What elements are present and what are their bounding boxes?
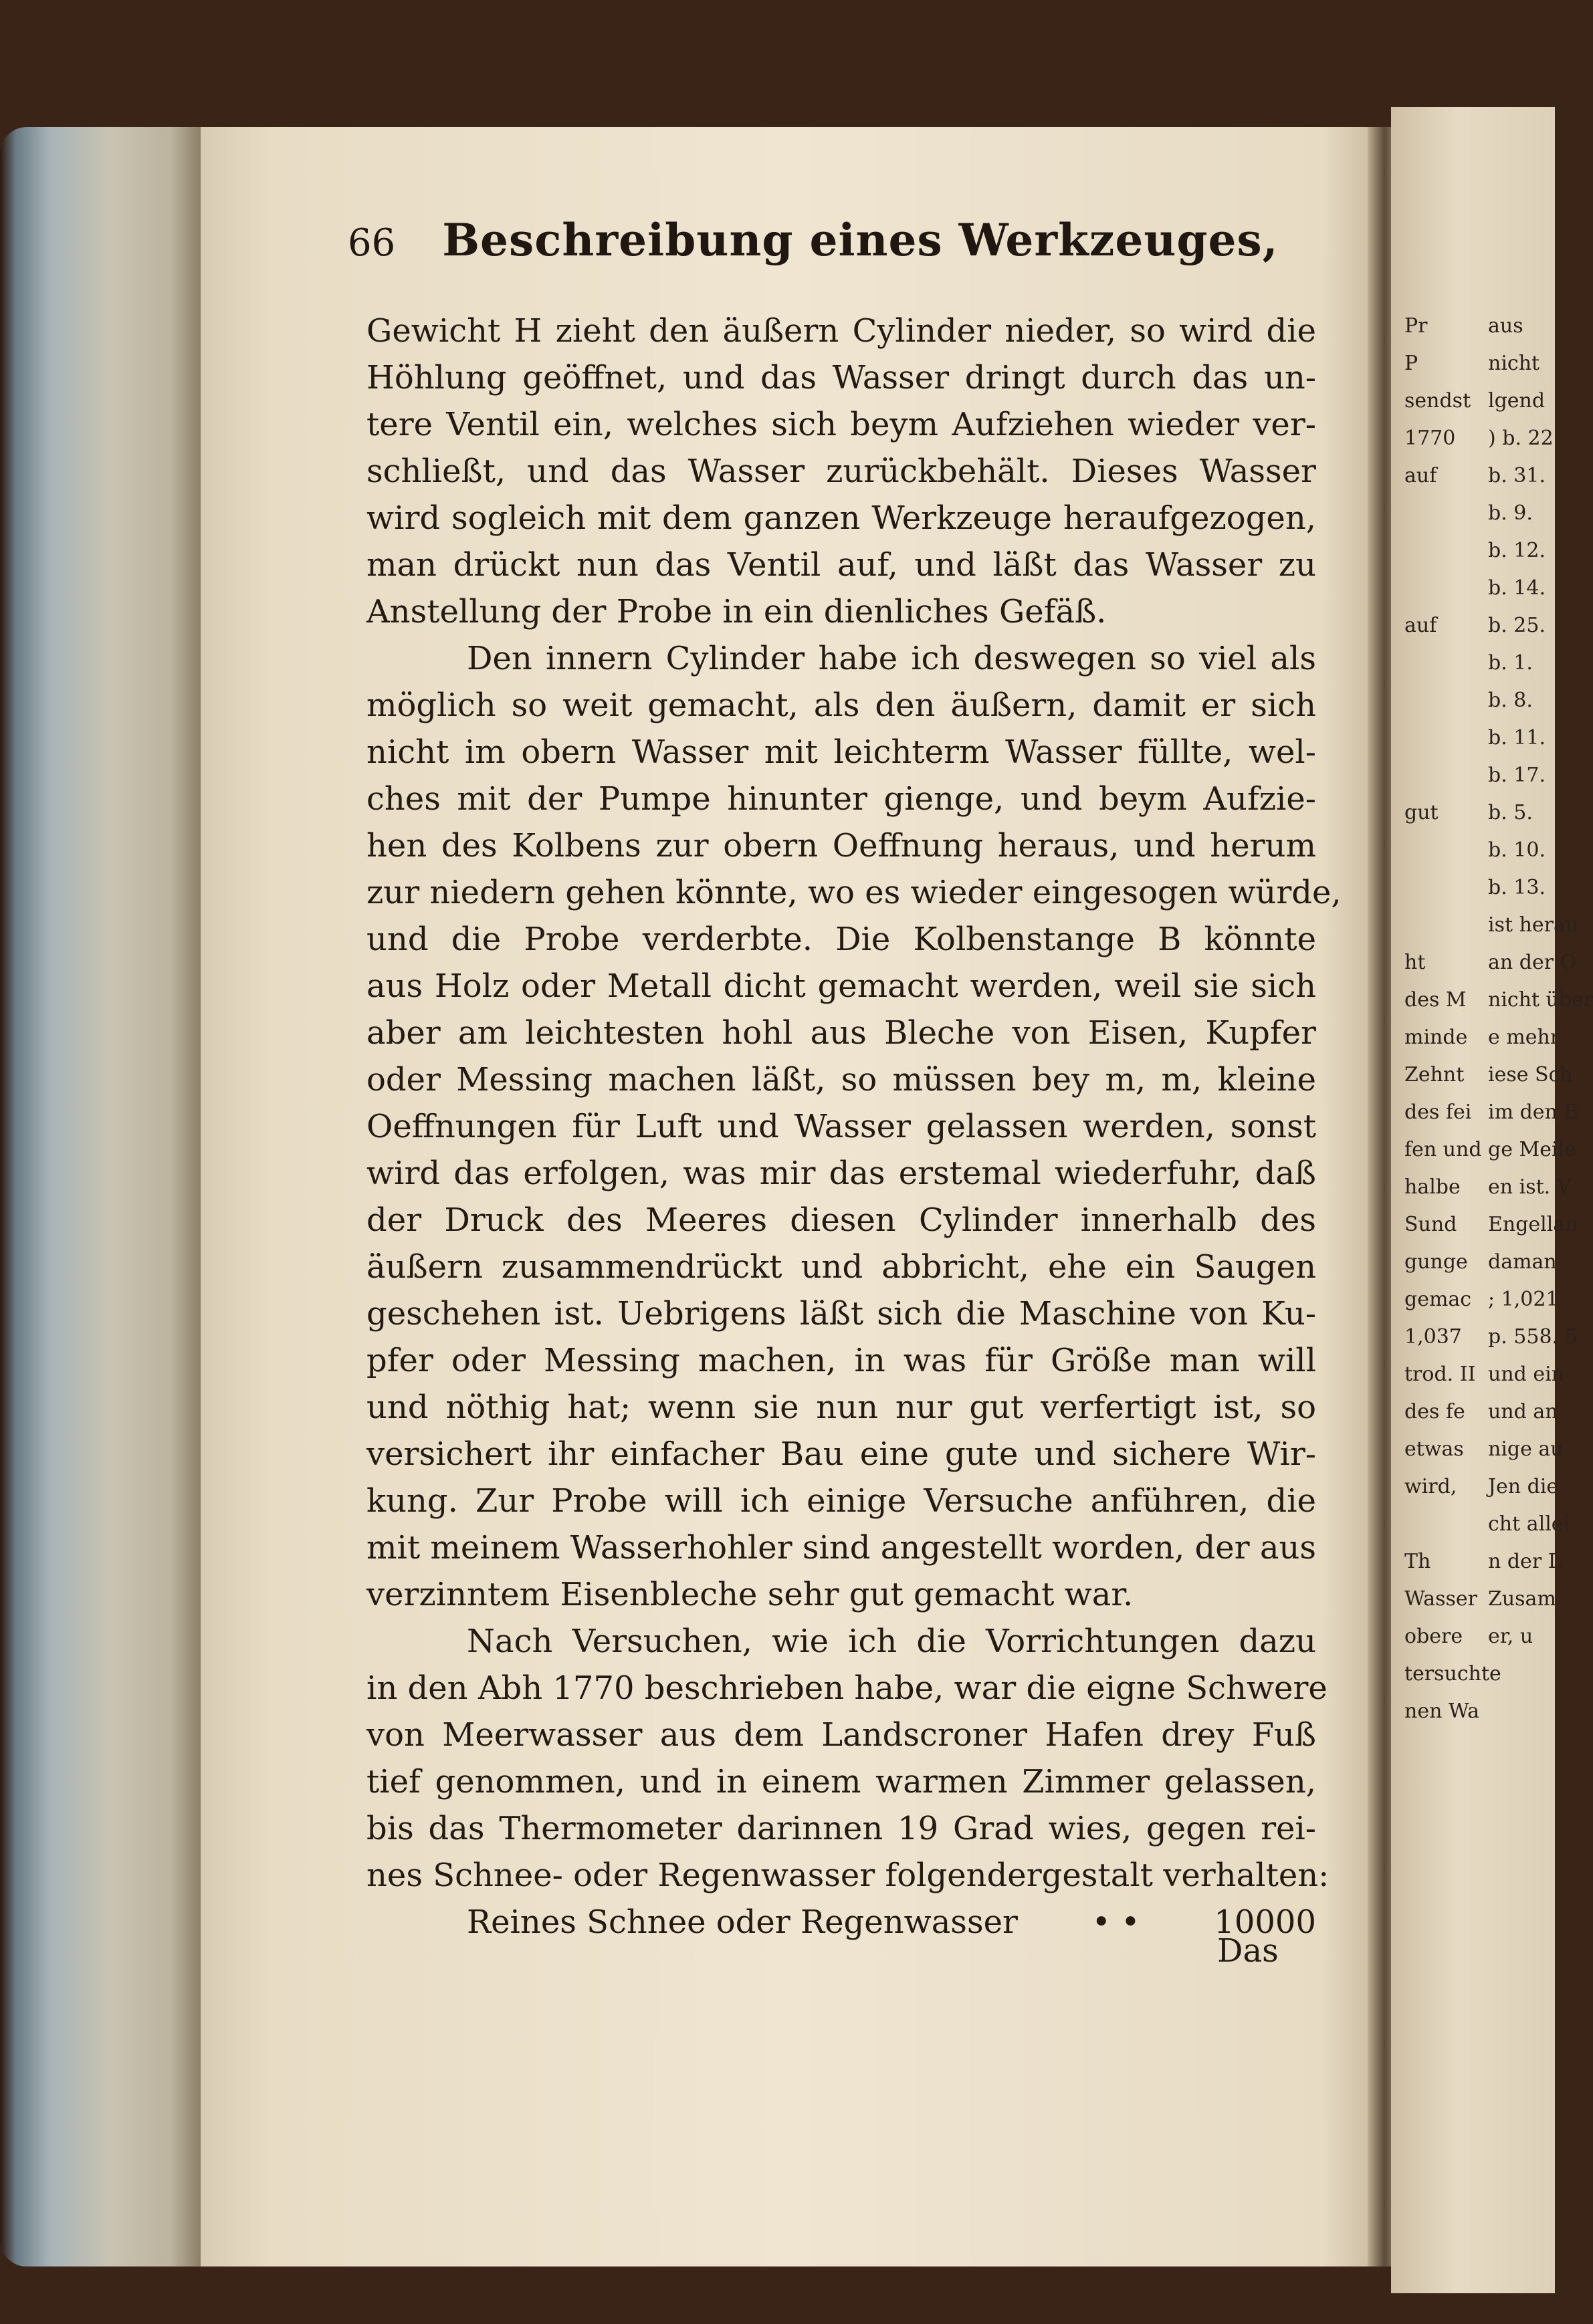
text-line: und nöthig hat; wenn sie nun nur gut verfertigt ist, so [366, 1389, 1316, 1426]
table-cell-dots: • • [1091, 1903, 1140, 1941]
right-page-fragment [1404, 719, 1485, 757]
right-page-partial [1391, 107, 1593, 2293]
right-page-fragment: im den E [1488, 1100, 1579, 1124]
right-page-fragment: tersuchte [1404, 1662, 1501, 1686]
right-page-fragment: ist herau [1488, 913, 1579, 937]
right-page-fragment [1404, 570, 1485, 607]
right-page-fragment: des M [1404, 988, 1467, 1012]
page-header [348, 214, 1317, 274]
text-line: Den innern Cylinder habe ich deswegen so viel als [467, 640, 1316, 677]
right-page-fragment: und an [1488, 1400, 1558, 1423]
text-line: aus Holz oder Metall dicht gemacht werden, weil sie sich [366, 967, 1316, 1005]
right-page-fragment: b. 17. [1488, 764, 1546, 787]
text-line: wird sogleich mit dem ganzen Werkzeuge heraufgezogen, [366, 499, 1316, 537]
right-page-fragment: ht [1404, 951, 1426, 974]
right-page-fragment: b. 12. [1488, 539, 1546, 562]
text-line: der Druck des Meeres diesen Cylinder innerhalb des [366, 1201, 1316, 1239]
right-page-fragment: obere [1404, 1625, 1463, 1648]
text-line: Anstellung der Probe in ein dienliches Gefäß. [366, 593, 1107, 630]
right-page-fragment: b. 14. [1488, 576, 1546, 600]
text-line: aber am leichtesten hohl aus Bleche von Eisen, Kupfer [366, 1014, 1316, 1052]
right-page-fragment [1404, 532, 1485, 570]
book-page-edges [0, 127, 201, 2267]
right-page-fragment: halbe [1404, 1175, 1461, 1199]
text-line: mit meinem Wasserhohler sind angestellt worden, der aus [366, 1529, 1316, 1566]
right-page-fragment: und ein [1488, 1363, 1565, 1386]
right-page-fragment: b. 1. [1488, 651, 1533, 675]
text-line: verzinntem Eisenbleche sehr gut gemacht war. [366, 1576, 1134, 1613]
right-page-fragment: Zusam [1488, 1587, 1556, 1611]
right-page-column-a [1404, 308, 1501, 1730]
text-line: Gewicht H zieht den äußern Cylinder nieder, so wird die [366, 312, 1316, 350]
right-page-fragment: an der O [1488, 951, 1577, 974]
right-page-fragment: b. 13. [1488, 876, 1546, 899]
right-page-fragment: lgend [1488, 389, 1546, 413]
right-page-fragment: ge Meile [1488, 1138, 1576, 1161]
right-page-fragment: er, u [1488, 1625, 1533, 1648]
right-page-fragment: b. 11. [1488, 726, 1546, 749]
right-page-fragment: nicht [1488, 352, 1540, 375]
text-line: Höhlung geöffnet, und das Wasser dringt durch das un- [366, 359, 1316, 396]
right-page-fragment: p. 558. 5 [1488, 1325, 1578, 1349]
page-number: 66 [348, 221, 396, 265]
text-line: ches mit der Pumpe hinunter gienge, und beym Aufzie- [366, 780, 1316, 818]
text-line: kung. Zur Probe will ich einige Versuche anführen, die [366, 1482, 1316, 1520]
right-page-fragment: e mehr [1488, 1026, 1560, 1049]
text-line: und die Probe verderbte. Die Kolbenstange B könnte [366, 921, 1316, 958]
text-line: hen des Kolbens zur obern Oeffnung heraus, und herum [366, 827, 1316, 864]
right-page-fragment: n der L [1488, 1550, 1562, 1573]
right-page-fragment: Jen die [1488, 1475, 1559, 1498]
right-page-fragment: trod. II [1404, 1363, 1476, 1386]
text-line: Nach Versuchen, wie ich die Vorrichtungen dazu [467, 1623, 1316, 1660]
right-page-fragment: b. 10. [1488, 838, 1546, 862]
table-row [366, 1899, 1316, 1946]
text-line: Oeffnungen für Luft und Wasser gelassen werden, sonst [366, 1108, 1316, 1145]
right-page-fragment: des fe [1404, 1400, 1465, 1423]
right-page-fragment [1404, 832, 1485, 869]
right-page-fragment: b. 9. [1488, 501, 1533, 525]
text-line: wird das erfolgen, was mir das erstemal wiederfuhr, daß [366, 1155, 1316, 1192]
right-page-fragment: Th [1404, 1550, 1431, 1573]
right-page-fragment: ; 1,021 [1488, 1288, 1559, 1311]
right-page-fragment: daman [1488, 1250, 1557, 1274]
right-page-fragment: Zehnt [1404, 1063, 1465, 1086]
text-line: zur niedern gehen könnte, wo es wieder eingesogen würde, [366, 874, 1342, 911]
right-page-fragment: des fei [1404, 1100, 1472, 1124]
right-page-fragment [1404, 907, 1485, 944]
right-page-fragment: Wasser [1404, 1587, 1477, 1611]
right-page-fragment: P [1404, 352, 1418, 375]
right-page-fragment: Sund [1404, 1213, 1457, 1236]
text-line: möglich so weit gemacht, als den äußern, damit er sich [366, 687, 1316, 724]
right-page-fragment: Pr [1404, 314, 1428, 338]
catchword: Das [1217, 1932, 1279, 1970]
right-page-fragment [1404, 645, 1485, 682]
right-page-fragment [1404, 495, 1485, 532]
right-page-fragment: gemac [1404, 1288, 1472, 1311]
text-line: bis das Thermometer darinnen 19 Grad wies, gegen rei- [366, 1810, 1316, 1847]
body-text [366, 308, 1342, 1946]
right-page-fragment [1404, 1506, 1485, 1543]
right-page-fragment: b. 25. [1488, 614, 1546, 637]
text-line: tere Ventil ein, welches sich beym Aufziehen wieder ver- [366, 406, 1316, 443]
right-page-fragment: aus [1488, 314, 1523, 338]
text-line: nes Schnee- oder Regenwasser folgendergestalt verhalten: [366, 1857, 1330, 1894]
right-page-fragment: etwas [1404, 1437, 1464, 1461]
text-line: in den Abh 1770 beschrieben habe, war die eigne Schwere [366, 1669, 1328, 1707]
right-page-fragment: gut [1404, 801, 1439, 824]
right-page-fragment: auf [1404, 464, 1437, 487]
right-page-fragment: ) b. 22 [1488, 427, 1554, 450]
table-cell-label: Reines Schnee oder Regenwasser [467, 1903, 1018, 1941]
right-page-fragment: gunge [1404, 1250, 1468, 1274]
right-page-fragment: 1770 [1404, 427, 1456, 450]
text-line: man drückt nun das Ventil auf, und läßt das Wasser zu [366, 546, 1316, 584]
right-page-fragment: b. 31. [1488, 464, 1546, 487]
running-title: Beschreibung eines Werkzeuges, [442, 214, 1279, 266]
right-page-fragment: en ist. V [1488, 1175, 1572, 1199]
text-line: äußern zusammendrückt und abbricht, ehe ein Saugen [366, 1248, 1316, 1286]
text-line: schließt, und das Wasser zurückbehält. Dieses Wasser [366, 453, 1316, 490]
right-page-column-b [1488, 308, 1593, 1655]
right-page-fragment: nige au [1488, 1437, 1564, 1461]
right-page-fragment: b. 8. [1488, 689, 1533, 712]
right-page-fragment [1404, 869, 1485, 907]
right-page-fragment: sendst [1404, 389, 1471, 413]
right-page-fragment [1404, 757, 1485, 794]
text-line: oder Messing machen läßt, so müssen bey m, m, kleine [366, 1061, 1316, 1098]
right-page-fragment [1404, 682, 1485, 719]
text-line: versichert ihr einfacher Bau eine gute und sichere Wir- [366, 1435, 1316, 1473]
text-line: tief genommen, und in einem warmen Zimmer gelassen, [366, 1763, 1316, 1800]
right-page-fragment: wird, [1404, 1475, 1457, 1498]
right-page-fragment: Engellan [1488, 1213, 1578, 1236]
text-line: pfer oder Messing machen, in was für Größe man will [366, 1342, 1316, 1379]
text-line: nicht im obern Wasser mit leichterm Wasser füllte, wel- [366, 733, 1316, 771]
right-page-fragment: iese Sch [1488, 1063, 1573, 1086]
text-line: geschehen ist. Uebrigens läßt sich die Maschine von Ku- [366, 1295, 1316, 1332]
right-page-fragment: minde [1404, 1026, 1468, 1049]
right-page-fragment: fen und [1404, 1138, 1482, 1161]
right-page-fragment: cht allei [1488, 1512, 1570, 1536]
right-page-fragment: 1,037 [1404, 1325, 1462, 1349]
right-page-fragment: nen Wa [1404, 1700, 1480, 1723]
text-line: von Meerwasser aus dem Landscroner Hafen drey Fuß [366, 1716, 1316, 1754]
right-page-fragment: auf [1404, 614, 1437, 637]
table-cell-value: 10000 [1214, 1903, 1316, 1941]
right-page-fragment: b. 5. [1488, 801, 1533, 824]
right-page-fragment: nicht über [1488, 988, 1593, 1012]
